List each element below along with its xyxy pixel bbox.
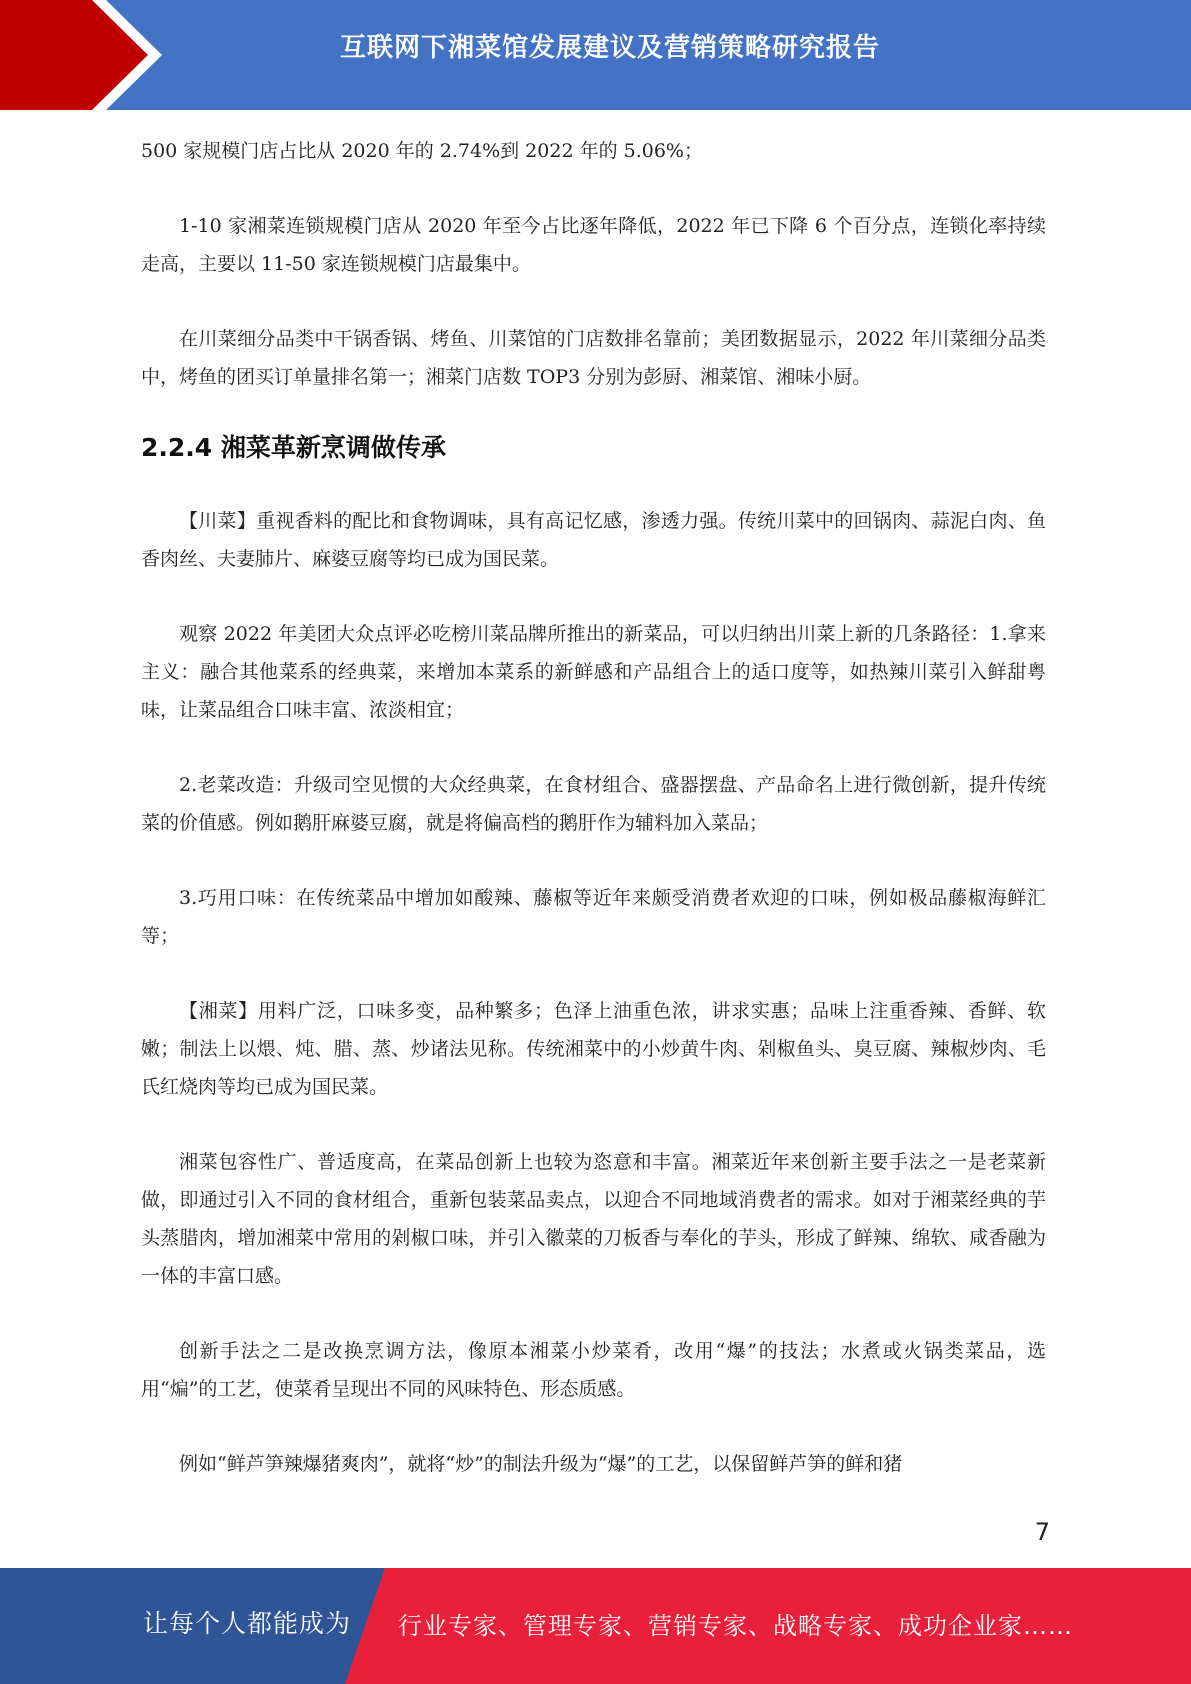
footer-slogan-right: 行业专家、管理专家、营销专家、战略专家、成功企业家…… [398, 1612, 1073, 1640]
paragraph-flavor-usage: 3.巧用口味：在传统菜品中增加如酸辣、藤椒等近年来颇受消费者欢迎的口味，例如极品藤椒海鲜汇等； [141, 887, 1046, 947]
header-arrow-graphic [0, 0, 300, 110]
paragraph-old-dish-upgrade: 2.老菜改造：升级司空见惯的大众经典菜，在食材组合、盛器摆盘、产品命名上进行微创新，提升传统菜的价值感。例如鹅肝麻婆豆腐，就是将偏高档的鹅肝作为辅料加入菜品； [141, 774, 1046, 834]
paragraph-hunan-innovation: 湘菜包容性广、普适度高，在菜品创新上也较为恣意和丰富。湘菜近年来创新主要手法之一是老菜新做，即通过引入不同的食材组合，重新包装菜品卖点，以迎合不同地域消费者的需求。如对于湘菜经典的芋头蒸腊肉，增加湘菜中常用的剁椒口味，并引入徽菜的刀板香与奉化的芋头，形成了鲜辣、绵软、咸香融为一体的丰富口感。 [141, 1151, 1046, 1287]
report-title: 互联网下湘菜馆发展建议及营销策略研究报告 [339, 33, 880, 63]
paragraph-cooking-method: 创新手法之二是改换烹调方法，像原本湘菜小炒菜肴，改用“爆”的技法；水煮或火锅类菜品，选用“煸”的工艺，使菜肴呈现出不同的风味特色、形态质感。 [141, 1340, 1046, 1400]
paragraph-sichuan-subcategory: 在川菜细分品类中干锅香锅、烤鱼、川菜馆的门店数排名靠前；美团数据显示，2022 年川菜细分品类中，烤鱼的团买订单量排名第一；湘菜门店数 TOP3 分别为彭厨、湘菜馆、湘味小厨。 [141, 328, 1046, 388]
paragraph-new-dishes: 观察 2022 年美团大众点评必吃榜川菜品牌所推出的新菜品，可以归纳出川菜上新的几条路径：1.拿来主义：融合其他菜系的经典菜，来增加本菜系的新鲜感和产品组合上的适口度等，如热辣川菜引入鲜甜粤味，让菜品组合口味丰富、浓淡相宜； [141, 623, 1046, 721]
paragraph-chain-rate: 1-10 家湘菜连锁规模门店从 2020 年至今占比逐年降低，2022 年已下降 6 个百分点，连锁化率持续走高，主要以 11-50 家连锁规模门店最集中。 [141, 215, 1046, 275]
paragraph-sichuan-cuisine: 【川菜】重视香料的配比和食物调味，具有高记忆感，渗透力强。传统川菜中的回锅肉、蒜泥白肉、鱼香肉丝、夫妻肺片、麻婆豆腐等均已成为国民菜。 [141, 510, 1046, 570]
footer-slogan-left: 让每个人都能成为 [143, 1609, 352, 1638]
page-content [141, 132, 1046, 1483]
section-heading: 2.2.4 湘菜革新烹调做传承 [141, 433, 446, 462]
page-footer [0, 1568, 1191, 1684]
page-number: 7 [1034, 1518, 1050, 1546]
paragraph-hunan-cuisine: 【湘菜】用料广泛，口味多变，品种繁多；色泽上油重色浓，讲求实惠；品味上注重香辣、香鲜、软嫩；制法上以煨、炖、腊、蒸、炒诸法见称。传统湘菜中的小炒黄牛肉、剁椒鱼头、臭豆腐、辣椒炒肉、毛氏红烧肉等均已成为国民菜。 [141, 1000, 1046, 1098]
page-header [0, 0, 1191, 110]
paragraph-store-share: 500 家规模门店占比从 2020 年的 2.74%到 2022 年的 5.06%； [141, 140, 703, 162]
paragraph-example-dish: 例如“鲜芦笋辣爆猪爽肉”，就将“炒”的制法升级为“爆”的工艺，以保留鲜芦笋的鲜和猪 [179, 1453, 903, 1475]
